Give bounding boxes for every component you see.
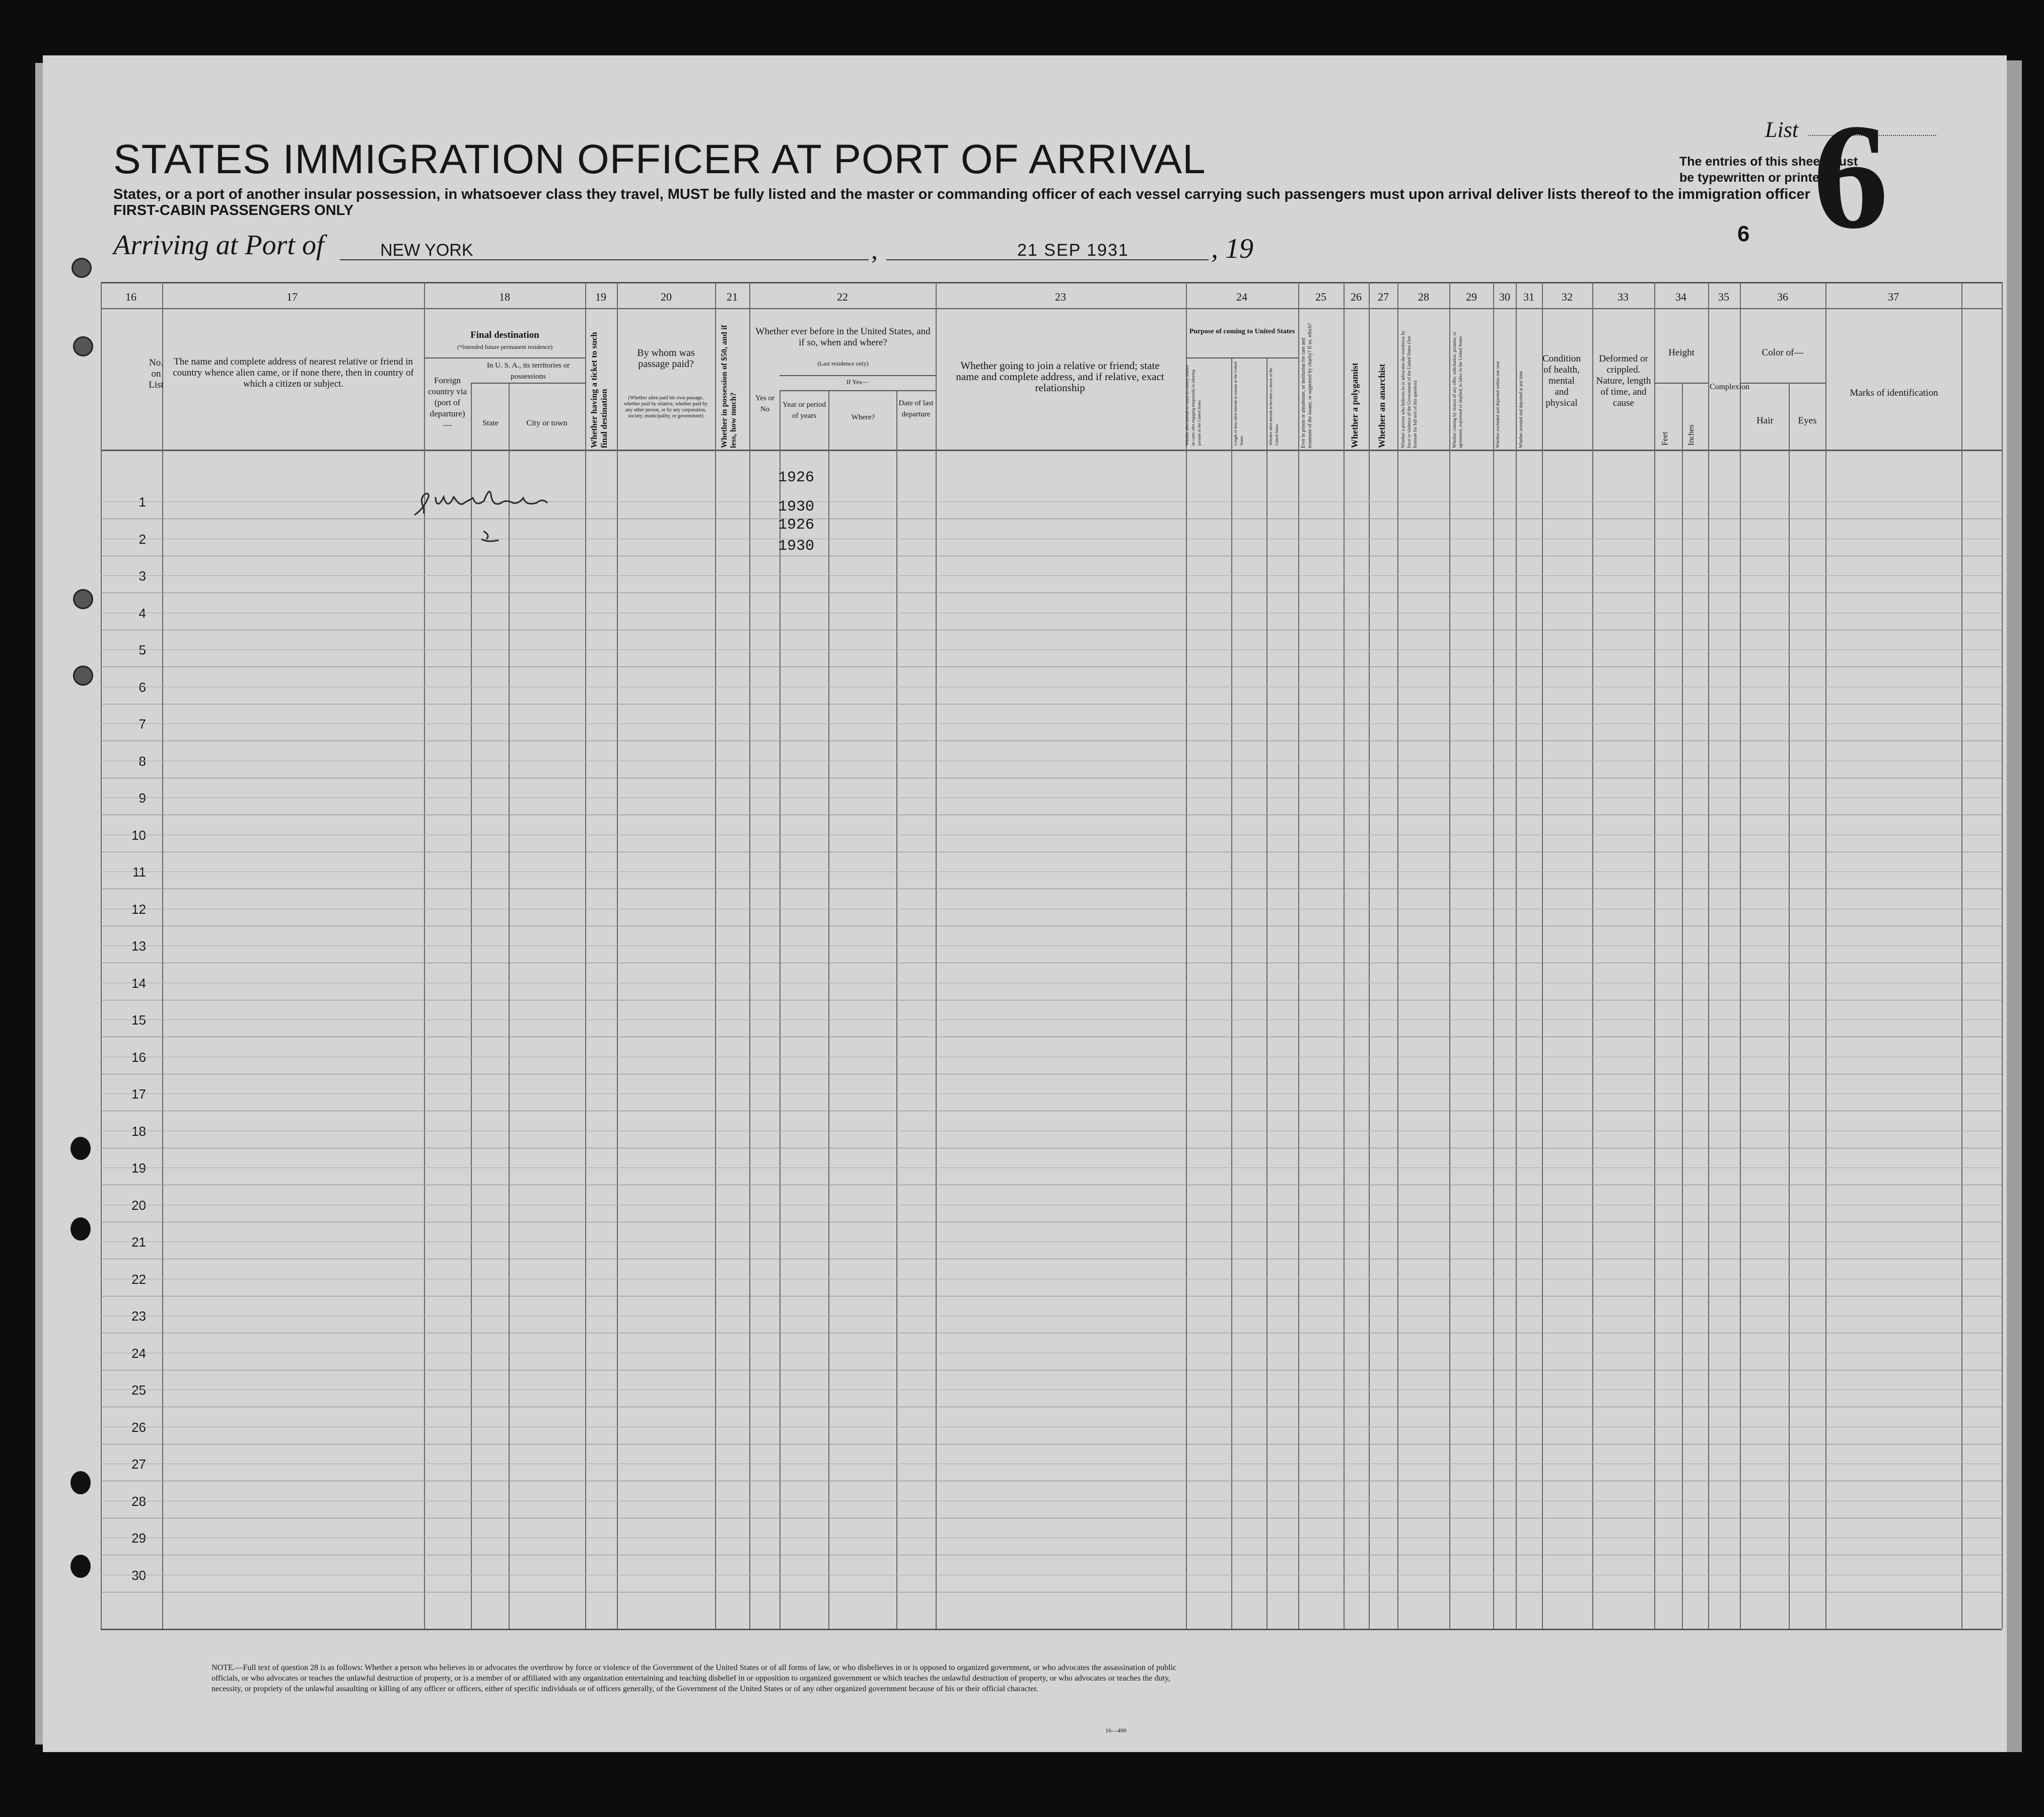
page-title: STATES IMMIGRATION OFFICER AT PORT OF ARRIVAL	[113, 136, 1206, 182]
binder-hole-icon	[71, 1471, 91, 1494]
row-number: 28	[131, 1493, 146, 1509]
column-number: 36	[1777, 290, 1788, 303]
header-ticket: Whether having a ticket to such final destination	[589, 332, 609, 448]
header-excluded: Whether excluded and deported within one year	[1495, 361, 1500, 448]
subheader-rule	[780, 375, 936, 376]
row-number: 22	[131, 1271, 146, 1287]
row-number: 2	[138, 531, 146, 547]
row-number: 15	[131, 1012, 146, 1028]
header-color-of: Color of—	[1761, 347, 1804, 358]
binder-clip-icon	[72, 258, 92, 278]
binder-hole-icon	[71, 1555, 91, 1578]
header-purpose-c: Whether alien intends to become a citizen of the United States	[1268, 368, 1279, 446]
row-number: 7	[138, 716, 146, 732]
column-number: 17	[287, 290, 298, 303]
binder-clip-icon	[73, 666, 93, 686]
column-number: 25	[1315, 290, 1326, 303]
header-possession-50: Whether in possession of $50, and if less, how much?	[720, 325, 738, 448]
row-number: 5	[138, 642, 146, 658]
year-entry: 1926	[778, 469, 815, 486]
row-number: 10	[131, 827, 146, 843]
year-prefix: , 19	[1211, 233, 1253, 264]
header-yes-no: Yes or No	[755, 394, 775, 413]
column-divider	[1231, 357, 1232, 1629]
typewritten-note	[1679, 154, 1858, 186]
column-number: 29	[1466, 290, 1477, 303]
handwritten-entry-sweden	[410, 486, 582, 521]
row-number: 4	[138, 605, 146, 621]
separator: ,	[871, 236, 878, 265]
header-foreign-country: Foreign country via (port of departure)—	[428, 376, 467, 429]
column-divider	[509, 383, 510, 1629]
row-number: 11	[132, 864, 146, 880]
column-divider	[1266, 357, 1267, 1629]
subheader-rule	[471, 383, 585, 384]
column-number: 30	[1499, 290, 1510, 303]
header-ever-before: Whether ever before in the United States, and if so, when and where?	[755, 326, 931, 348]
column-number: 37	[1888, 290, 1899, 303]
column-number: 22	[837, 290, 848, 303]
row-subrule	[101, 575, 2002, 576]
column-number: 18	[499, 290, 510, 303]
year-entry: 1930	[778, 498, 815, 516]
typewritten-note-line: The entries of this sheet must	[1679, 155, 1858, 169]
column-number: 26	[1351, 290, 1362, 303]
column-number: 32	[1562, 290, 1573, 303]
row-number: 13	[131, 938, 146, 954]
subheader-rule	[780, 390, 936, 391]
header-anarchist: Whether an anarchist	[1377, 364, 1387, 448]
row-number: 25	[131, 1383, 146, 1398]
column-number: 20	[661, 290, 672, 303]
header-last-residence: (Last residence only)	[817, 360, 869, 367]
header-deformed: Deformed or crippled. Nature, length of time, and cause	[1596, 353, 1651, 408]
subheader-rule	[1740, 383, 1825, 384]
row-number: 21	[131, 1234, 146, 1250]
header-purpose: Purpose of coming to United States	[1189, 328, 1295, 335]
header-polygamist: Whether a polygamist	[1350, 362, 1360, 448]
typewritten-note-line: be typewritten or printed.	[1679, 171, 1831, 185]
row-number: 24	[131, 1345, 146, 1361]
header-hair: Hair	[1756, 415, 1774, 426]
column-number: 23	[1055, 290, 1066, 303]
column-number: 27	[1378, 290, 1389, 303]
row-number: 23	[131, 1309, 146, 1324]
class-label: FIRST-CABIN PASSENGERS ONLY	[113, 202, 354, 219]
row-subrule	[101, 649, 2002, 650]
row-subrule	[101, 797, 2002, 798]
header-arrested: Whether arrested and deported at any time	[1518, 371, 1523, 448]
row-number: 26	[131, 1419, 146, 1435]
header-final-destination: Final destination	[470, 330, 539, 340]
year-entry: 1930	[778, 538, 815, 555]
header-offer-labor: Whether coming by reason of any offer, solicitation, promise, or agreement, expressed or implied, to labor in the United States	[1452, 331, 1463, 448]
sheet-number: 6	[1737, 222, 1750, 246]
date-stamp: 21 SEP 1931	[1017, 241, 1129, 260]
header-height: Height	[1668, 347, 1695, 358]
table-top-rule	[101, 282, 2002, 283]
row-number: 12	[131, 901, 146, 917]
header-passage-paid: By whom was passage paid?	[637, 347, 695, 370]
row-number: 1	[138, 494, 146, 510]
column-divider	[2002, 282, 2003, 1629]
row-number: 29	[131, 1531, 146, 1546]
column-divider	[780, 390, 781, 1629]
binder-hole-icon	[71, 1217, 91, 1241]
header-eyes: Eyes	[1798, 415, 1817, 426]
header-purpose-a: Whether alien intends to return to country whence he came after engaging temporarily in laboring pursuits in the United States	[1185, 365, 1202, 446]
header-bottom-rule	[101, 450, 2002, 451]
row-number: 3	[138, 568, 146, 584]
column-number: 31	[1523, 290, 1534, 303]
row-number: 19	[131, 1160, 146, 1176]
header-nearest-relative: The name and complete address of nearest relative or friend in country whence alien came, or if none there, then in country of which a citizen or subject.	[173, 356, 414, 389]
header-complexion: Complexion	[1710, 383, 1750, 391]
row-number: 8	[138, 753, 146, 769]
row-number: 27	[131, 1457, 146, 1472]
header-no-on-list: No. on List	[149, 357, 164, 390]
binder-clip-icon	[73, 336, 93, 356]
row-number: 9	[138, 790, 146, 806]
list-label: List	[1765, 117, 1799, 142]
header-join-relative: Whether going to join a relative or friend; state name and complete address, and if relative, exact relationship	[956, 359, 1164, 394]
instructions-text: States, or a port of another insular possession, in whatsoever class they travel, MUST be fully listed and the master or commanding officer of each vessel carrying such passengers must upon arrival deliver lists thereof to the immigration officer	[113, 186, 1810, 202]
row-subrule	[101, 871, 2002, 872]
row-number: 18	[131, 1123, 146, 1139]
column-divider	[828, 390, 829, 1629]
header-health: Condition of health, mental and physical	[1542, 353, 1581, 408]
row-number: 17	[131, 1086, 146, 1102]
column-number: 35	[1718, 290, 1729, 303]
header-city: City or town	[526, 419, 568, 427]
header-marks: Marks of identification	[1850, 388, 1938, 398]
subheader-rule	[1654, 383, 1708, 384]
arriving-label: Arriving at Port of	[113, 230, 324, 261]
header-in-usa: In U. S. A., its territories or possessions	[486, 361, 570, 381]
row-number: 14	[131, 975, 146, 991]
column-number: 24	[1236, 290, 1247, 303]
colnum-rule	[101, 308, 2002, 309]
column-number: 34	[1675, 290, 1686, 303]
port-value: NEW YORK	[380, 241, 473, 260]
column-divider	[1789, 383, 1790, 1629]
column-number: 21	[727, 290, 738, 303]
row-number: 30	[131, 1567, 146, 1583]
column-number: 19	[595, 290, 606, 303]
binder-hole-icon	[71, 1137, 91, 1160]
header-final-destination-note: (*Intended future permanent residence)	[457, 343, 553, 350]
header-year-period: Year or period of years	[783, 401, 826, 420]
row-subrule	[101, 723, 2002, 724]
form-id: 16—490	[1105, 1727, 1126, 1734]
header-prison: Ever in prison or almshouse, or institution for care and treatment of the insane, or supported by charity? If so, which?	[1301, 323, 1313, 448]
column-divider	[1682, 383, 1683, 1629]
row-number: 20	[131, 1197, 146, 1213]
column-divider	[471, 383, 472, 1629]
column-divider	[896, 390, 897, 1629]
header-inches: Inches	[1687, 424, 1696, 446]
binder-clip-icon	[73, 589, 93, 609]
handwritten-ditto-mark	[478, 526, 509, 546]
header-purpose-b: Length of time alien intends to remain in the United States	[1233, 361, 1244, 446]
column-number: 28	[1418, 290, 1429, 303]
year-entry: 1926	[778, 517, 815, 534]
header-state: State	[482, 419, 499, 427]
column-number: 33	[1617, 290, 1629, 303]
row-subrule	[101, 501, 2002, 502]
column-number: 16	[125, 290, 136, 303]
table-bottom-rule	[101, 1629, 2002, 1630]
header-if-yes: If Yes—	[846, 378, 869, 386]
row-number: 16	[131, 1049, 146, 1065]
footnote: NOTE.—Full text of question 28 is as follows: Whether a person who believes in or advocates the overthrow by force or violence of the Government of the United States or of all forms of law, or who disbelieves in or is opposed to organized government, or who advocates the assassination of public officials, or who advocates or teaches the unlawful destruction of property, or is a member of or affiliated with any organization entertaining and teaching disbelief in or opposition to organized government or which teaches the unlawful destruction of property, or who advocates or teaches the duty, necessity, or propriety of the unlawful assaulting or killing of any officer or officers, either of specific individuals or of officers generally, of the Government of the United States or of any other organized government because of his or their official character.	[212, 1663, 1177, 1693]
header-feet: Feet	[1661, 431, 1669, 446]
header-overthrow: Whether a person who believes in or advocates the overthrow by force or violence of the Government of the United States (See footnote for full text of this question)	[1400, 330, 1418, 448]
header-passage-paid-note: (Whether alien paid his own passage, whether paid by relative, whether paid by any other person, or by any corporation, society, municipality, or government)	[623, 395, 708, 419]
row-number: 6	[138, 679, 146, 695]
subheader-rule	[424, 357, 585, 358]
manifest-page	[43, 55, 2007, 1752]
list-number: 6	[1813, 93, 1888, 260]
subheader-rule	[1186, 357, 1298, 358]
header-where: Where?	[851, 413, 875, 421]
header-last-departure: Date of last departure	[898, 399, 934, 418]
